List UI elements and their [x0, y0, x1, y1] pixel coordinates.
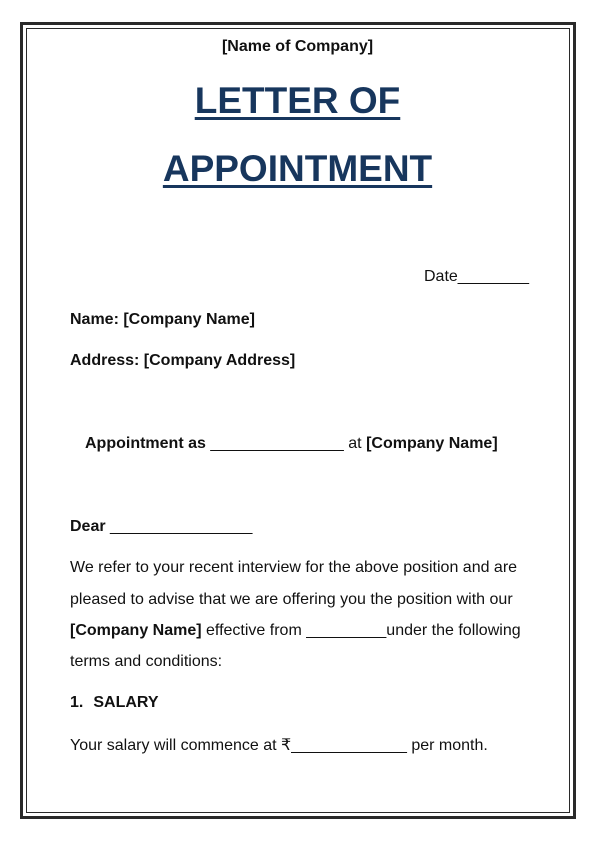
appointment-at: at	[348, 435, 367, 452]
salutation-label: Dear	[70, 518, 106, 535]
salutation-blank: ________________	[105, 518, 253, 535]
appointment-line	[85, 435, 498, 453]
recipient-address-line: Address: [Company Address]	[70, 352, 296, 369]
appointment-label: Appointment as	[85, 435, 206, 452]
paragraph-company: [Company Name]	[70, 622, 202, 639]
paragraph-line-4: terms and conditions:	[70, 653, 223, 670]
recipient-name-line: Name: [Company Name]	[70, 311, 255, 328]
paragraph-line-3	[70, 622, 521, 640]
paragraph-line-2: pleased to advise that we are offering you the position with our	[70, 591, 513, 608]
appointment-company: [Company Name]	[366, 435, 498, 452]
section-number: 1.	[70, 694, 84, 711]
position-blank: _______________	[205, 435, 349, 452]
paragraph-line-3-rest: effective from _________under the following	[201, 622, 521, 639]
section-salary-heading	[70, 694, 159, 712]
paragraph-line-1: We refer to your recent interview for the above position and are	[70, 559, 518, 576]
salutation-line	[70, 518, 252, 536]
section-title: SALARY	[93, 694, 159, 711]
letter-title-line2: APPOINTMENT	[162, 148, 433, 189]
salary-line: Your salary will commence at ₹_____________ per month.	[70, 737, 488, 754]
company-name-header: [Name of Company]	[221, 38, 374, 55]
letter-title-line1: LETTER OF	[194, 80, 401, 121]
date-field: Date________	[424, 268, 529, 285]
